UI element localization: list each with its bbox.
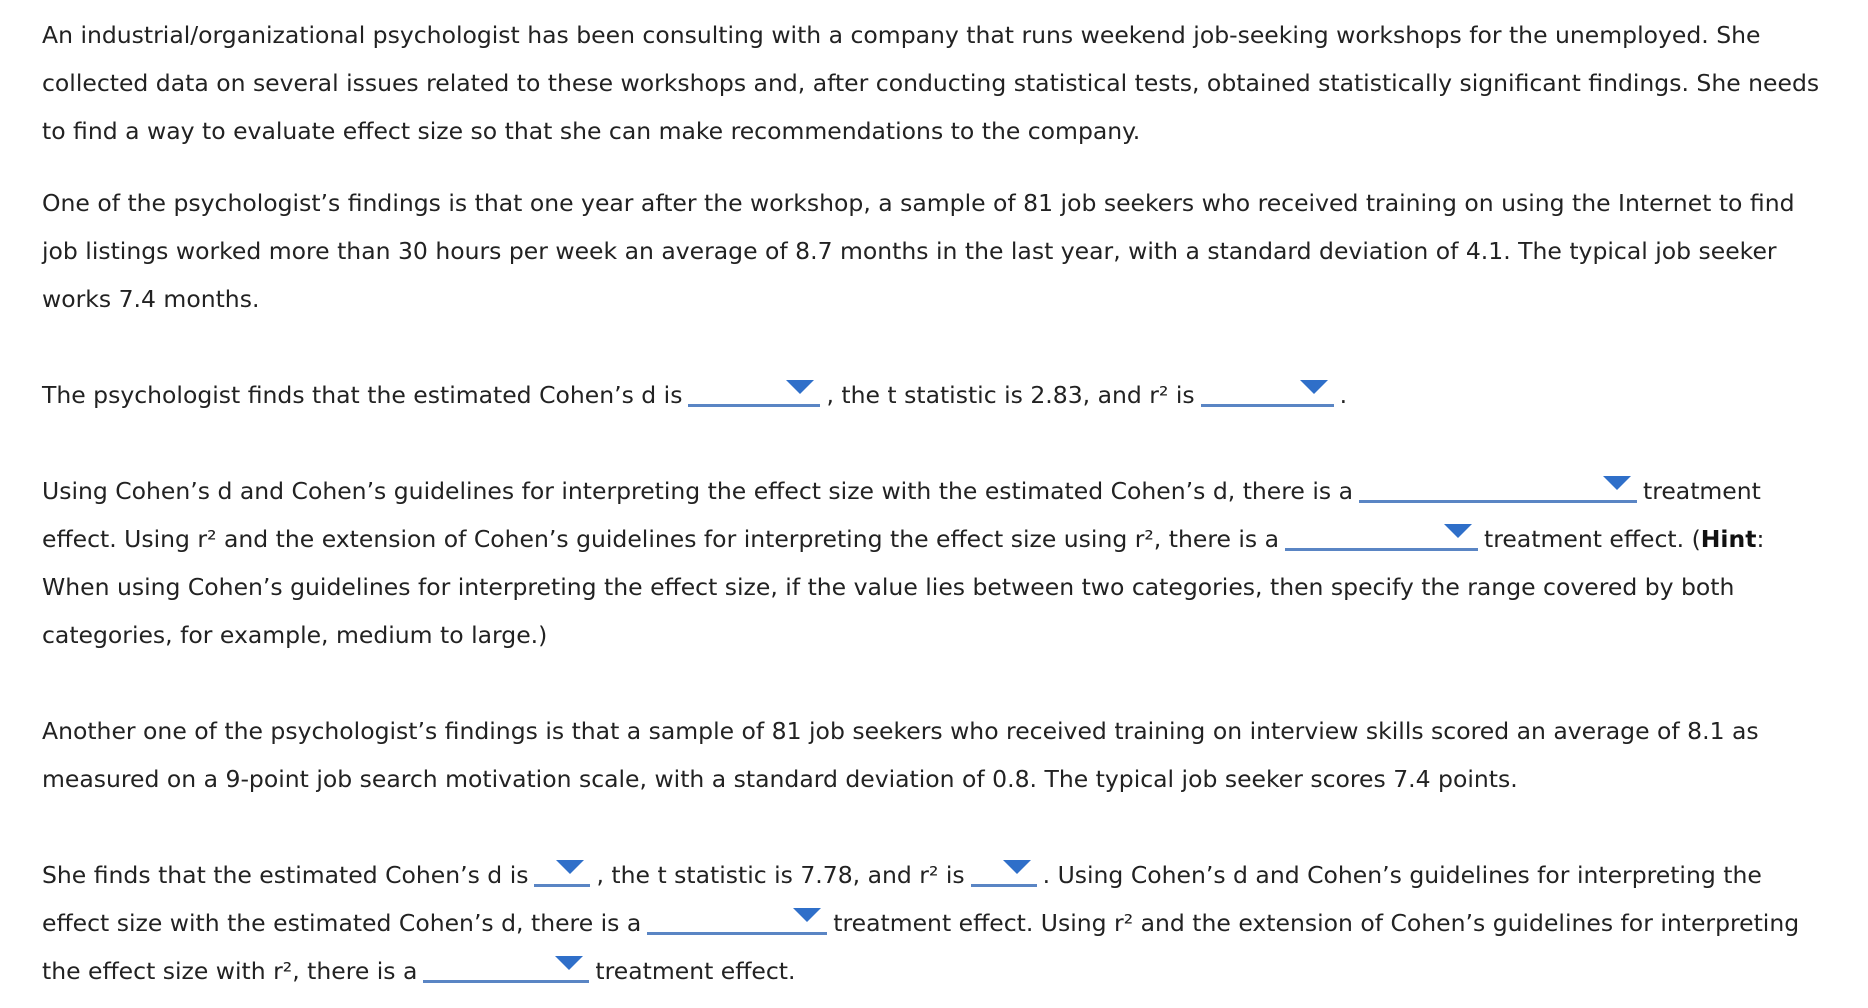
question3-text-2a: effect size with the estimated Cohen’s d, there is a: [42, 909, 642, 937]
chevron-down-icon: [793, 908, 821, 922]
finding2-line-2: measured on a 9-point job search motivation scale, with a standard deviation of 0.8. The typical job seeker scores 7.4 points.: [42, 765, 1518, 793]
question1-line: [42, 371, 1347, 420]
intro-line-1: An industrial/organizational psychologist has been consulting with a company that runs weekend job-seeking workshops for the unemployed. She: [42, 21, 1761, 49]
r-squared-effect-dropdown[interactable]: [1285, 518, 1478, 551]
question3-text-3a: the effect size with r², there is a: [42, 957, 418, 985]
question3-text-1a: She finds that the estimated Cohen’s d is: [42, 861, 529, 889]
question3-line-2: [42, 899, 1799, 948]
cohens-d-dropdown[interactable]: [688, 374, 820, 407]
question3-text-1c: . Using Cohen’s d and Cohen’s guidelines for interpreting the: [1042, 861, 1762, 889]
finding1-line-1: One of the psychologist’s findings is that one year after the workshop, a sample of 81 job seekers who received training on using the Internet to find: [42, 189, 1795, 217]
cohens-d-effect-dropdown[interactable]: [1359, 470, 1637, 503]
chevron-down-icon: [1003, 860, 1031, 874]
finding1-line-3: works 7.4 months.: [42, 285, 260, 313]
r-squared-dropdown-2[interactable]: [971, 854, 1037, 887]
question2-text-2b: treatment effect. (: [1484, 525, 1701, 553]
chevron-down-icon: [786, 380, 814, 394]
question3-text-2b: treatment effect. Using r² and the extension of Cohen’s guidelines for interpreting: [833, 909, 1800, 937]
question1-text-3: .: [1339, 381, 1348, 409]
question3-line-1: [42, 851, 1762, 900]
hint-label: Hint: [1700, 525, 1757, 553]
question3-line-3: [42, 947, 796, 996]
finding1-line-2: job listings worked more than 30 hours per week an average of 8.7 months in the last year, with a standard deviation of 4.1. The typical job seeker: [42, 237, 1777, 265]
question3-text-3b: treatment effect.: [595, 957, 796, 985]
chevron-down-icon: [555, 956, 583, 970]
question1-text-2: , the t statistic is 2.83, and r² is: [826, 381, 1195, 409]
chevron-down-icon: [1603, 476, 1631, 490]
question1-text-1: The psychologist finds that the estimated Cohen’s d is: [42, 381, 683, 409]
intro-line-2: collected data on several issues related to these workshops and, after conducting statistical tests, obtained statistically significant findings. She needs: [42, 69, 1820, 97]
question3-text-1b: , the t statistic is 7.78, and r² is: [596, 861, 965, 889]
chevron-down-icon: [556, 860, 584, 874]
question2-text-2c: :: [1756, 525, 1765, 553]
cohens-d-dropdown-2[interactable]: [534, 854, 590, 887]
chevron-down-icon: [1444, 524, 1472, 538]
question2-line-1: [42, 467, 1761, 516]
chevron-down-icon: [1300, 380, 1328, 394]
question2-line-4: categories, for example, medium to large.): [42, 621, 548, 649]
question2-text-2a: effect. Using r² and the extension of Cohen’s guidelines for interpreting the effect size using r², there is a: [42, 525, 1280, 553]
question2-text-1b: treatment: [1642, 477, 1761, 505]
question2-line-2: [42, 515, 1764, 564]
question2-line-3: When using Cohen’s guidelines for interpreting the effect size, if the value lies between two categories, then specify the range covered by both: [42, 573, 1735, 601]
r-squared-effect-dropdown-2[interactable]: [423, 950, 589, 983]
intro-line-3: to find a way to evaluate effect size so that she can make recommendations to the company.: [42, 117, 1141, 145]
cohens-d-effect-dropdown-2[interactable]: [647, 902, 827, 935]
question2-text-1a: Using Cohen’s d and Cohen’s guidelines for interpreting the effect size with the estimated Cohen’s d, there is a: [42, 477, 1353, 505]
r-squared-dropdown[interactable]: [1201, 374, 1334, 407]
finding2-line-1: Another one of the psychologist’s findings is that a sample of 81 job seekers who received training on interview skills scored an average of 8.1 as: [42, 717, 1759, 745]
